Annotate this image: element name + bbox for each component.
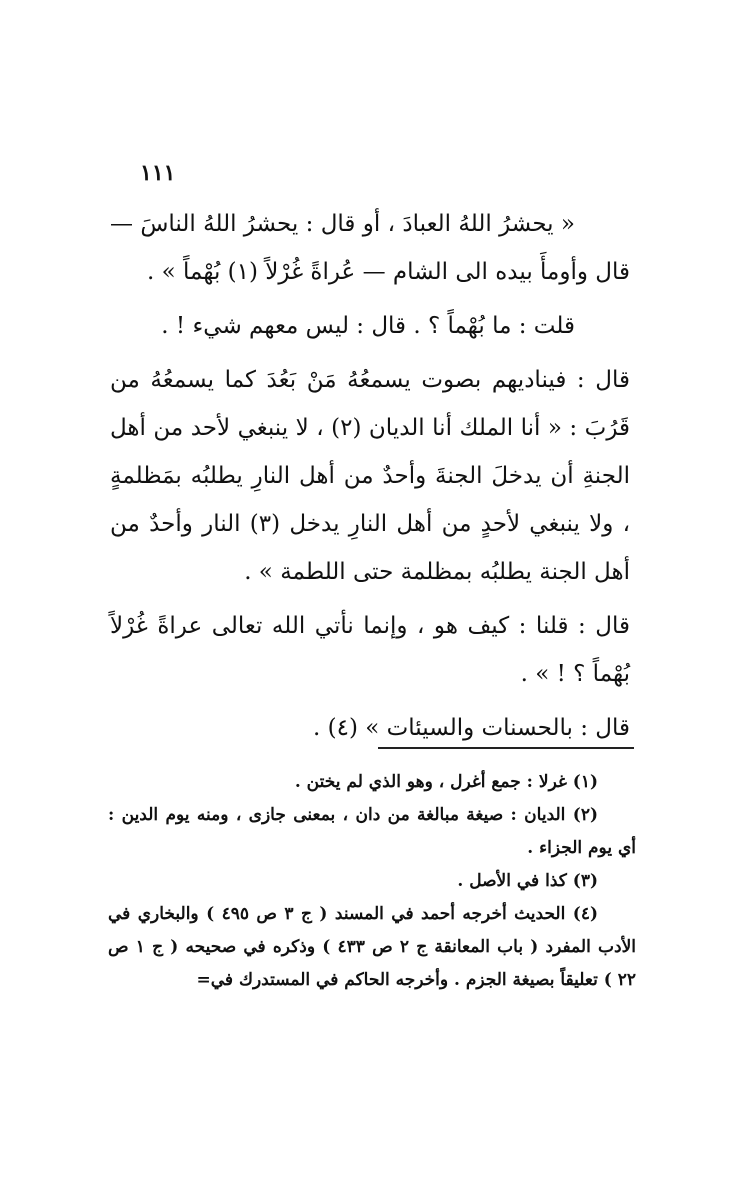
paragraph-4: قال : قلنا : كيف هو ، وإنما نأتي الله تعالى عراةً غُرْلاً بُهْماً ؟ ! » . — [110, 613, 630, 687]
footnote-3: (٣) كذا في الأصل . — [457, 871, 598, 891]
paragraph-1: « يحشرُ اللهُ العبادَ ، أو قال : يحشرُ اللهُ الناسَ — قال وأومأَ بيده الى الشام — عُراةً غُرْلاً (١) بُهْماً » . — [110, 211, 630, 285]
footnote-2: (٢) الديان : صيغة مبالغة من دان ، بمعنى جازى ، ومنه يوم الدين : أي يوم الجزاء . — [108, 805, 636, 858]
paragraph-3: قال : فيناديهم بصوت يسمعُهُ مَنْ بَعُدَ كما يسمعُهُ من قَرُبَ : « أنا الملك أنا الديان (٢) ، لا ينبغي لأحد من أهل الجنةِ أن يدخلَ الجنةَ وأحدٌ من أهل النارِ يطلبُه بمَظلمةٍ ، ولا ينبغي لأحدٍ من أهل النارِ يدخل (٣) النار وأحدٌ من أهل الجنة يطلبُه بمظلمة حتى اللطمة » . — [110, 367, 631, 585]
main-text — [110, 200, 630, 752]
paragraph-5: قال : بالحسنات والسيئات » (٤) . — [313, 715, 630, 741]
footnotes — [108, 766, 636, 997]
paragraph-2: قلت : ما بُهْماً ؟ . قال : ليس معهم شيء ! . — [161, 313, 575, 339]
footnote-divider — [378, 747, 634, 749]
page-number: ١١١ — [140, 160, 176, 186]
footnote-4: (٤) الحديث أخرجه أحمد في المسند ( ج ٣ ص ٤٩٥ ) والبخاري في الأدب المفرد ( باب المعانقة ج ٢ ص ٤٣٣ ) وذكره في صحيحه ( ج ١ ص ٢٢ ) تعليقاً بصيغة الجزم . وأخرجه الحاكم في المستدرك في= — [108, 904, 636, 990]
footnote-1: (١) غرلا : جمع أغرل ، وهو الذي لم يختن . — [294, 772, 598, 792]
